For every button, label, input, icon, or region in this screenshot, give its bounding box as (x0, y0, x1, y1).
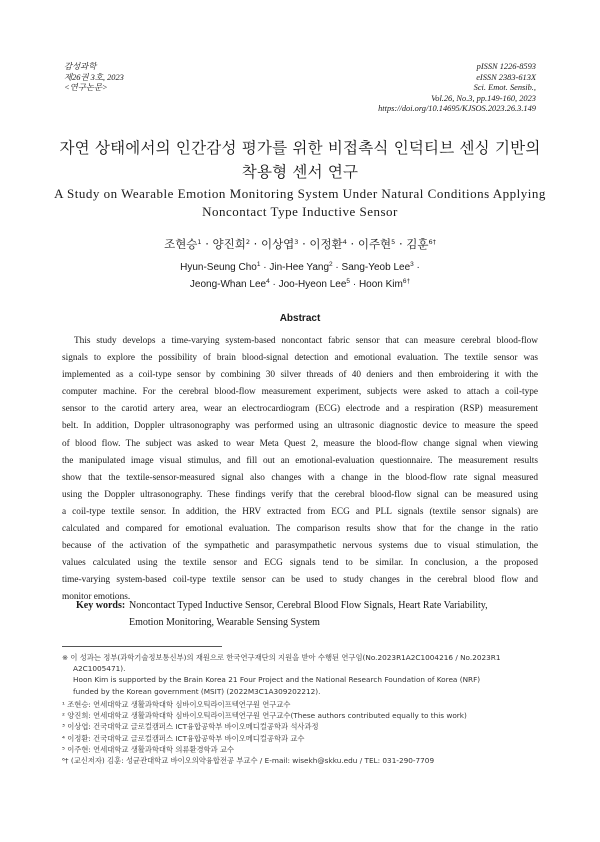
funding-note-line: funded by the Korean government (MSIT) (2022M3C1A309202212). (73, 686, 321, 696)
abstract-line: time-varying system-based coil-type textile sensor can be used to study changes in the cerebral blood flow and (62, 575, 538, 586)
abstract-line: the manipulated image visual stimulus, and fill out an emotional-evaluation questionnaire. The measurement results (62, 455, 538, 466)
affiliation-6-corresponding: ⁶† (교신저자) 김훈: 성균관대학교 바이오의약융합전공 부교수 / E-mail: wisekh@skku.edu / TEL: 031-290-7709 (62, 756, 435, 766)
keywords-line: Emotion Monitoring, Wearable Sensing System (129, 617, 320, 628)
abstract-line: sensor to the carotid artery area, wear an electrocardiogram (ECG) electrode and a respiration (RSP) measurement (62, 404, 538, 415)
author-name-en: Jeong-Whan Lee (189, 279, 267, 290)
author-name-en: Joo-Hyeon Lee (278, 279, 347, 290)
author-name-ko: 이정환 (309, 237, 343, 251)
keywords-label: Key words: (76, 600, 126, 611)
author-name-ko: 양진희 (212, 237, 246, 251)
author-name-en: Sang-Yeob Lee (341, 262, 411, 273)
funding-note (62, 652, 540, 697)
title-korean (40, 136, 560, 184)
author-name-ko: 이상엽 (260, 237, 295, 251)
author-name-en: Hyun-Seung Cho (180, 262, 257, 273)
title-korean-line: 착용형 센서 연구 (241, 163, 359, 181)
affiliation-3: ³ 이상엽: 건국대학교 글로컬캠퍼스 ICT융합공학부 바이오메디컬공학과 석사과정 (62, 722, 319, 732)
author-affiliation-mark: 5 (346, 278, 351, 285)
author-affiliation-mark: 6† (428, 238, 436, 246)
abstract-line: signals to explore the possibility of brain blood-signal detection and emotional evaluation. The textile sensor was (62, 353, 538, 364)
eissn: eISSN 2383-613X (476, 72, 536, 82)
abstract-line: This study develops a time-varying system-based noncontact fabric sensor that can measure cerebral blood-flow (74, 336, 538, 346)
keywords-line: Noncontact Typed Inductive Sensor, Cerebral Blood Flow Signals, Heart Rate Variability, (129, 600, 488, 611)
abstract-line: computer machine. For the cerebral blood-flow measurement experiment, subjects were asked to attach a coil-type (62, 387, 538, 398)
abstract-line: show that the textile-sensor-measured signal also changes with a change in the blood-flow rate signal measured (62, 472, 538, 483)
authors-english (40, 259, 560, 293)
author-name-ko: 조현승 (164, 237, 198, 251)
author-line-en: Jeong-Whan Lee$^4$ · Joo-Hyeon Lee$^5$ · Hoon Kim$^{6\dagger}$ (189, 278, 411, 290)
volume-pages: Vol.26, No.3, pp.149-160, 2023 (431, 93, 536, 103)
author-name-en: Jin-Hee Yang (269, 262, 330, 273)
journal-info-left (64, 62, 124, 94)
author-affiliation-mark: 6† (402, 278, 411, 285)
article-type: <연구논문> (64, 83, 108, 93)
author-name-en: Hoon Kim (358, 279, 403, 290)
author-affiliation-mark: 3 (410, 261, 414, 268)
author-name-ko: 이주현 (357, 237, 392, 251)
author-line-en: Hyun-Seung Cho$^1$ · Jin-Hee Yang$^2$ · Sang-Yeob Lee$^3$ · (180, 261, 420, 273)
footnote-separator (62, 646, 222, 647)
journal-info-right (378, 62, 536, 115)
title-korean-line: 자연 상태에서의 인간감성 평가를 위한 비접촉식 인덕티브 센싱 기반의 (59, 139, 541, 157)
funding-note-line: Hoon Kim is supported by the Brain Korea 21 Four Project and the National Research Foundation of Korea (NRF) (73, 675, 481, 685)
abstract-line: using the Doppler ultrasonography. These findings verify that the cerebral blood-flow signal can be measured using (62, 489, 538, 500)
title-english-line: Noncontact Type Inductive Sensor (202, 204, 398, 219)
affiliation-1: ¹ 조현승: 연세대학교 생활과학대학 심바이오틱라이프텍연구원 연구교수 (62, 700, 291, 709)
author-affiliation-mark: 3 (294, 238, 299, 246)
affiliations (62, 699, 540, 766)
affiliation-4: ⁴ 이정환: 건국대학교 글로컬캠퍼스 ICT융합공학부 바이오메디컬공학과 교수 (62, 733, 305, 743)
journal-abbrev: Sci. Emot. Sensib., (473, 83, 536, 93)
abstract-line: implemented as a coil-type sensor by combining 30 silver threads of 40 deniers and then embroidering it with the (62, 370, 538, 381)
author-affiliation-mark: 2 (245, 238, 250, 246)
authors-korean: 조현승$^1$ · 양진희$^2$ · 이상엽$^3$ · 이정환$^4$ · 이주현$^5$ · 김훈$^{6\dagger}$ (164, 237, 436, 251)
author-affiliation-mark: 2 (329, 261, 333, 268)
author-affiliation-mark: 4 (342, 238, 347, 246)
author-affiliation-mark: 1 (256, 261, 261, 268)
abstract-heading: Abstract (279, 313, 321, 324)
author-affiliation-mark: 1 (197, 238, 202, 246)
title-english-line: A Study on Wearable Emotion Monitoring System Under Natural Conditions Applying (54, 186, 546, 201)
abstract-line: because of the activation of the sympathetic and parasympathetic nervous systems due to visual stimulation, the (62, 541, 538, 552)
abstract-line: of blood flow. The subject was asked to wear Meta Quest 2, measure the blood-flow change signal when viewing (62, 438, 538, 449)
affiliation-2: ² 양진희: 연세대학교 생활과학대학 심바이오틱라이프텍연구원 연구교수(These authors contributed equally to this work) (62, 711, 467, 721)
abstract-line: values calculated using the textile sensor and ECG signals tend to be similar. In conclusion, a the proposed (62, 558, 538, 569)
abstract-line: monitor emotions. (62, 592, 131, 603)
funding-note-line: A2C1005471). (73, 664, 126, 674)
author-affiliation-mark: 5 (391, 238, 396, 246)
author-affiliation-mark: 4 (266, 278, 270, 285)
journal-volume: 제26권 3호, 2023 (64, 72, 124, 82)
title-english (40, 185, 560, 221)
author-name-ko: 김훈 (406, 237, 429, 251)
abstract-line: calculated and compared for emotional evaluation. The comparison results show that for the change in the ratio (62, 524, 538, 535)
keywords-text (129, 597, 539, 631)
funding-note-line: ※ 이 성과는 정부(과학기술정보통신부)의 재원으로 한국연구재단의 지원을 받아 수행된 연구임(No.2023R1A2C1004216 / No.2023R1 (62, 653, 501, 662)
abstract-body (62, 333, 538, 607)
doi-link[interactable]: https://doi.org/10.14695/KJSOS.2023.26.3.149 (378, 104, 536, 114)
affiliation-5: ⁵ 이주현: 연세대학교 생활과학대학 의류환경학과 교수 (62, 744, 235, 754)
abstract-line: belt. In addition, Doppler ultrasonography was performed using an ultrasonic diagnostic device to measure the speed (62, 421, 538, 432)
pissn: pISSN 1226-8593 (476, 62, 536, 71)
journal-name: 감성과학 (64, 62, 97, 71)
abstract-line: a coil-type textile sensor. In addition, the HRV extracted from ECG and PLL signals (textile sensor signals) are (62, 506, 538, 517)
